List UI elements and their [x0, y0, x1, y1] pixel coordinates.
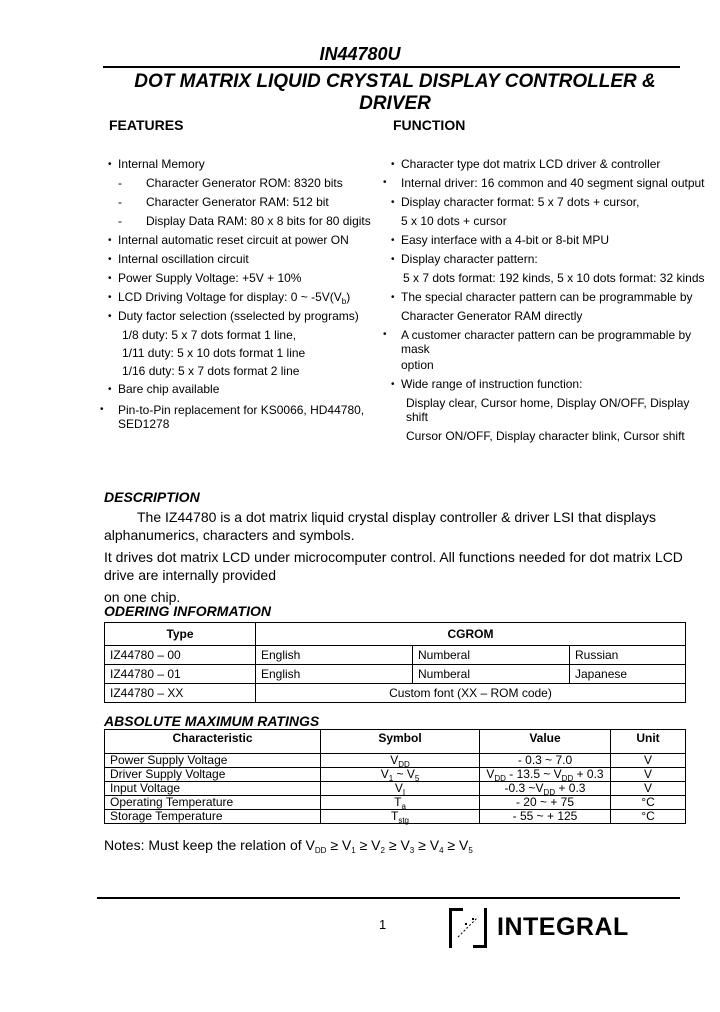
column-header: Characteristic [105, 730, 321, 754]
list-item: 1/11 duty: 5 x 10 dots format 1 line [122, 346, 306, 360]
ratings-heading: ABSOLUTE MAXIMUM RATINGS [104, 713, 320, 729]
dash-icon: - [118, 195, 122, 209]
table-row [105, 768, 686, 782]
table-cell: $V_{DD} - 13.5$ ~ $V_{DD} + 0.3$ [480, 768, 611, 782]
list-item: 5 x 10 dots + cursor [401, 214, 507, 228]
list-item: • Pin-to-Pin replacement for KS0066, HD44780, SED1278 [110, 403, 378, 431]
column-header-type: Type [105, 623, 256, 646]
table-cell: °C [611, 796, 686, 810]
part-number: IN44780U [319, 44, 401, 64]
list-item: • Internal oscillation circuit [118, 250, 388, 269]
table-cell: IZ44780 – XX [105, 684, 256, 703]
list-item: • Internal driver: 16 common and 40 segment signal output [393, 176, 706, 190]
description-heading: DESCRIPTION [104, 489, 200, 505]
table-cell: Driver Supply Voltage [105, 768, 321, 782]
table-cell: Power Supply Voltage [105, 754, 321, 768]
function-list [401, 155, 706, 446]
table-header-row [105, 623, 686, 646]
table-cell: Storage Temperature [105, 810, 321, 824]
table-cell: Input Voltage [105, 782, 321, 796]
page-number: 1 [379, 917, 387, 932]
features-heading: FEATURES [109, 117, 184, 133]
table-cell: $V_{DD}$ [321, 754, 480, 768]
ordering-heading: ODERING INFORMATION [104, 603, 271, 619]
title-line-2: DRIVER [359, 93, 431, 114]
table-row [105, 782, 686, 796]
list-item: • A customer character pattern can be programmable by mask [393, 328, 706, 356]
table-cell: Russian [570, 646, 686, 665]
table-cell: English [256, 646, 413, 665]
table-row [105, 684, 686, 703]
table-cell: IZ44780 – 00 [105, 646, 256, 665]
list-item: 5 x 7 dots format: 192 kinds, 5 x 10 dots format: 32 kinds [403, 271, 705, 285]
list-item: • Internal automatic reset circuit at power ON [118, 231, 388, 250]
dash-icon: - [118, 176, 122, 190]
description-body [104, 508, 694, 606]
ordering-table [104, 622, 686, 703]
list-item: • Easy interface with a 4-bit or 8-bit MPU [401, 231, 706, 250]
column-header: Value [480, 730, 611, 754]
list-item: option [401, 358, 434, 372]
table-header-row [105, 730, 686, 754]
table-row [105, 665, 686, 684]
list-item: • The special character pattern can be programmable by [401, 288, 706, 307]
list-item: Cursor ON/OFF, Display character blink, Cursor shift [406, 429, 685, 443]
table-cell: English [256, 665, 413, 684]
list-item: • Bare chip available [118, 380, 388, 399]
table-cell: $V_1$ ~ $V_5$ [321, 768, 480, 782]
title-line-1: DOT MATRIX LIQUID CRYSTAL DISPLAY CONTROLLER & [134, 71, 656, 92]
footer-rule [97, 897, 680, 899]
list-item: 1/16 duty: 5 x 7 dots format 2 line [122, 364, 300, 378]
table-cell: - 55 ~ + 125 [480, 810, 611, 824]
table-cell: $T_{stg}$ [321, 810, 480, 824]
table-cell: $T_a$ [321, 796, 480, 810]
list-item: Character Generator RAM directly [401, 309, 583, 323]
table-cell: Japanese [570, 665, 686, 684]
list-item: • Internal Memory [118, 155, 388, 174]
brand-name: INTEGRAL [497, 913, 629, 941]
table-cell: - 0.3 ~ 7.0 [480, 754, 611, 768]
features-list [118, 155, 388, 431]
function-heading: FUNCTION [393, 117, 466, 133]
list-item: • Display character pattern: [401, 250, 706, 269]
description-paragraph: It drives dot matrix LCD under microcomputer control. All functions needed for dot matrix LCD drive are internally provided [104, 549, 683, 583]
description-paragraph: on one chip. [104, 589, 181, 605]
header-rule [103, 66, 680, 68]
description-paragraph: The IZ44780 is a dot matrix liquid crystal display controller & driver LSI that displays alphanumerics, characters and symbols. [104, 509, 657, 543]
table-cell: Operating Temperature [105, 796, 321, 810]
table-cell: Numberal [413, 665, 570, 684]
table-cell: V [611, 782, 686, 796]
table-cell: °C [611, 810, 686, 824]
document-title [0, 71, 720, 115]
table-row [105, 646, 686, 665]
column-header: Unit [611, 730, 686, 754]
table-row [105, 810, 686, 824]
list-item: • Power Supply Voltage: +5V + 10% [118, 269, 388, 288]
list-item: • Duty factor selection (sselected by programs) [118, 307, 388, 326]
list-item: - Display Data RAM: 80 x 8 bits for 80 digits [118, 212, 388, 231]
ratings-table [104, 729, 686, 824]
table-cell: V [611, 754, 686, 768]
table-cell: Custom font (XX – ROM code) [256, 684, 686, 703]
table-row [105, 796, 686, 810]
table-cell: Numberal [413, 646, 570, 665]
table-cell: V [611, 768, 686, 782]
list-item: - Character Generator ROM: 8320 bits [118, 174, 388, 193]
integral-logo-icon [448, 907, 488, 949]
table-cell: $V_I$ [321, 782, 480, 796]
table-cell: IZ44780 – 01 [105, 665, 256, 684]
column-header: Symbol [321, 730, 480, 754]
list-item: • LCD Driving Voltage for display: 0 ~ $-5V(V_b)$ [118, 288, 388, 307]
table-cell: - 20 ~ + 75 [480, 796, 611, 810]
column-header-cgrom: CGROM [256, 623, 686, 646]
list-item: • Display character format: 5 x 7 dots + cursor, [401, 193, 706, 212]
list-item: • Wide range of instruction function: [401, 375, 706, 394]
table-row [105, 754, 686, 768]
table-cell: -0.3 $\sim V_{DD} + 0.3$ [480, 782, 611, 796]
list-item: 1/8 duty: 5 x 7 dots format 1 line, [122, 328, 297, 342]
list-item: Display clear, Cursor home, Display ON/OFF, Display shift [406, 396, 690, 424]
notes: Notes: Must keep the relation of $V_{DD} \ge V_1 \ge V_2 \ge V_3 \ge V_4 \ge V_5$ [104, 837, 473, 855]
dash-icon: - [118, 214, 122, 228]
list-item: • Character type dot matrix LCD driver & controller [401, 155, 706, 174]
list-item: - Character Generator RAM: 512 bit [118, 193, 388, 212]
